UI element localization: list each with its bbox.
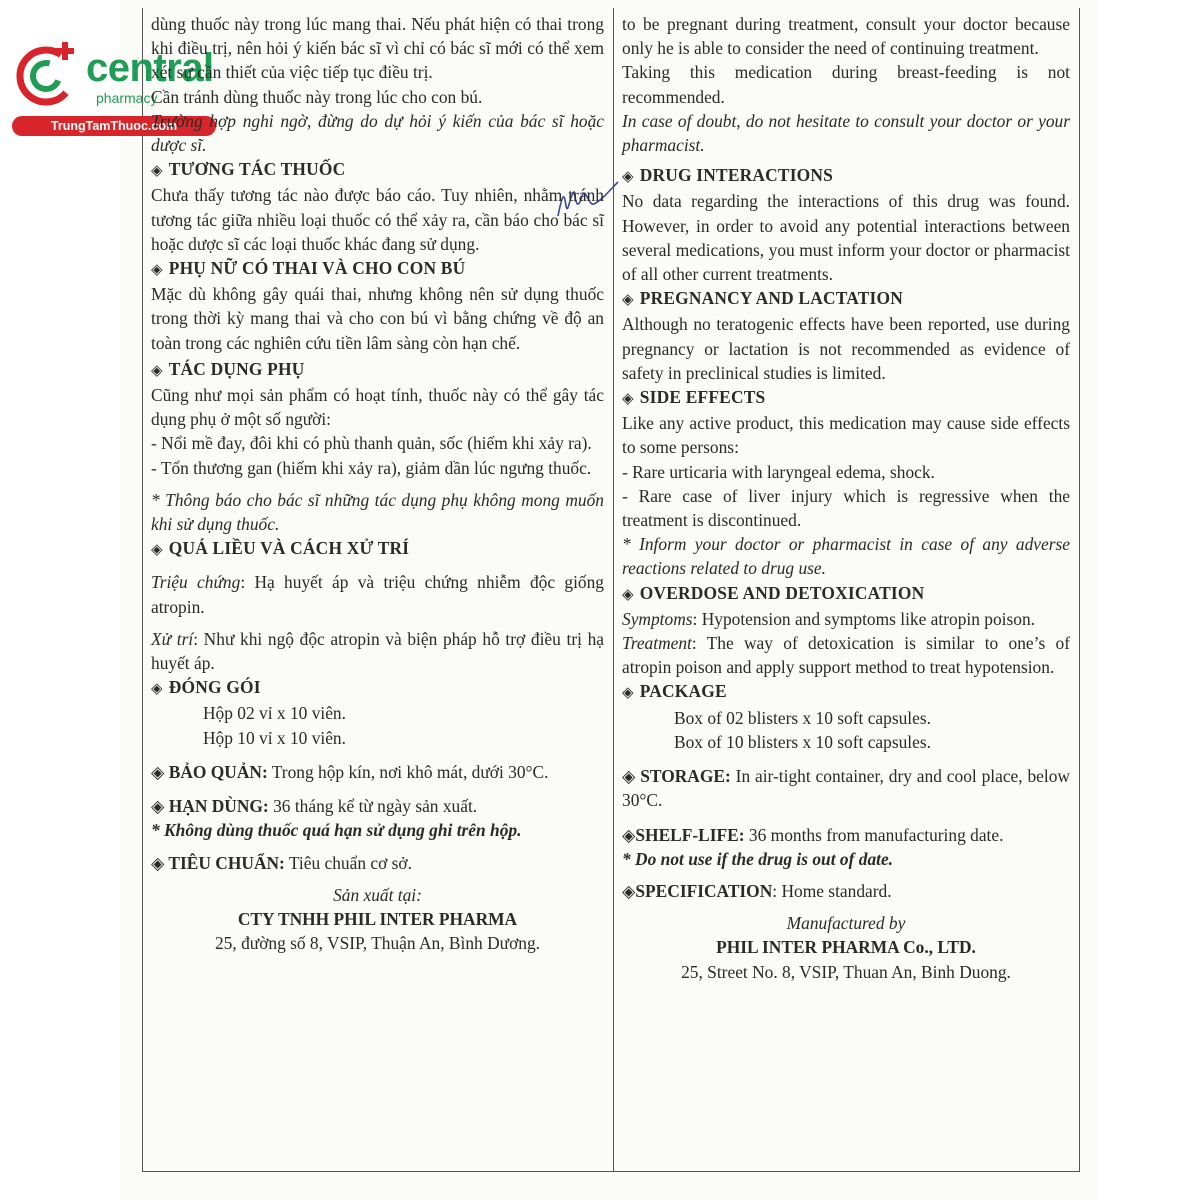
- manufacturer-label: Manufactured by: [786, 913, 906, 934]
- section-heading-pregnancy: ◈ PREGNANCY AND LACTATION: [622, 286, 1070, 312]
- diamond-bullet-icon: ◈: [151, 262, 163, 279]
- side-effects-note: * Inform your doctor or pharmacist in case of any adverse reactions related to drug use.: [622, 534, 1070, 579]
- diamond-bullet-icon: ◈: [622, 880, 636, 901]
- pregnancy-continued-text: to be pregnant during treatment, consult your doctor because only he is able to consider the need of continuing treatment.: [622, 14, 1070, 59]
- standard-info: ◈ TIÊU CHUẨN: Tiêu chuẩn cơ sở.: [151, 852, 412, 873]
- diamond-bullet-icon: ◈: [622, 586, 634, 603]
- diamond-bullet-icon: ◈: [151, 852, 169, 873]
- diamond-bullet-icon: ◈: [622, 391, 634, 408]
- section-heading-package: ◈ PACKAGE: [622, 679, 1070, 705]
- english-column: [622, 12, 1070, 984]
- side-effect-item: - Rare urticaria with laryngeal edema, shock.: [622, 461, 935, 482]
- side-effect-item: - Tổn thương gan (hiếm khi xảy ra), giảm dần lúc ngưng thuốc.: [151, 457, 592, 478]
- pregnancy-text: Mặc dù không gây quái thai, nhưng không nên sử dụng thuốc trong thời kỳ mang thai và cho con bú vì bằng chứng về độ an toàn trong các nghiên cứu tiền lâm sàng còn hạn chế.: [151, 284, 604, 353]
- vietnamese-column: [151, 12, 604, 955]
- manufacturer-address: 25, đường số 8, VSIP, Thuận An, Bình Dương.: [214, 933, 541, 954]
- logo-subtitle: pharmacy: [96, 90, 158, 106]
- package-item: Hộp 10 vỉ x 10 viên.: [203, 727, 346, 748]
- diamond-bullet-icon: ◈: [622, 169, 634, 186]
- diamond-bullet-icon: ◈: [622, 824, 636, 845]
- logo-website: TrungTamThuoc.com: [12, 116, 216, 136]
- diamond-bullet-icon: ◈: [151, 681, 163, 698]
- diamond-bullet-icon: ◈: [622, 766, 641, 787]
- manufacturer-name: CTY TNHH PHIL INTER PHARMA: [237, 908, 518, 929]
- manufacturer-address: 25, Street No. 8, VSIP, Thuan An, Binh Duong.: [681, 961, 1011, 982]
- diamond-bullet-icon: ◈: [151, 761, 169, 782]
- breastfeed-warning: Taking this medication during breast-feeding is not recommended.: [622, 62, 1070, 107]
- shelf-life-info: ◈SHELF-LIFE: 36 months from manufacturing date.: [622, 824, 1004, 845]
- overdose-symptoms: Triệu chứng: Hạ huyết áp và triệu chứng nhiễm độc giống atropin.: [151, 572, 604, 617]
- diamond-bullet-icon: ◈: [622, 685, 634, 702]
- interactions-text: Chưa thấy tương tác nào được báo cáo. Tuy nhiên, nhằm tránh tương tác giữa nhiều loại thuốc có thể xảy ra, cần báo cho bác sĩ hoặc dược sĩ các loại thuốc khác đang sử dụng.: [151, 185, 604, 254]
- section-heading-package: ◈ ĐÓNG GÓI: [151, 675, 604, 701]
- overdose-symptoms: Symptoms: Hypotension and symptoms like atropin poison.: [622, 608, 1036, 629]
- overdose-treatment: Xử trí: Như khi ngộ độc atropin và biện pháp hỗ trợ điều trị hạ huyết áp.: [151, 628, 605, 674]
- diamond-bullet-icon: ◈: [151, 542, 163, 559]
- diamond-bullet-icon: ◈: [151, 362, 163, 379]
- doubt-advice: Trường hợp nghi ngờ, đừng do dự hỏi ý kiến của bác sĩ hoặc dược sĩ.: [151, 110, 604, 156]
- section-heading-overdose: ◈ OVERDOSE AND DETOXICATION: [622, 581, 1070, 607]
- expiry-note: * Do not use if the drug is out of date.: [622, 848, 894, 869]
- breastfeed-warning: Cần tránh dùng thuốc này trong lúc cho con bú.: [151, 86, 483, 107]
- pharmacy-logo-mark-icon: [12, 38, 82, 108]
- logo-brand-name: central: [86, 46, 214, 90]
- storage-info: ◈ BẢO QUẢN: Trong hộp kín, nơi khô mát, dưới 30°C.: [151, 761, 549, 782]
- diamond-bullet-icon: ◈: [622, 292, 634, 309]
- doubt-advice: In case of doubt, do not hesitate to consult your doctor or your pharmacist.: [622, 110, 1070, 156]
- side-effects-text: Cũng như mọi sản phẩm có hoạt tính, thuốc này có thể gây tác dụng phụ ở một số người:: [151, 385, 604, 430]
- side-effect-item: - Rare case of liver injury which is regressive when the treatment is discontinued.: [622, 485, 1070, 531]
- expiry-note: * Không dùng thuốc quá hạn sử dụng ghi trên hộp.: [151, 820, 522, 841]
- interactions-text: No data regarding the interactions of this drug was found. However, in order to avoid any potential interactions between several medications, you must inform your doctor or pharmacist of all other current treatments.: [622, 191, 1070, 285]
- section-heading-side-effects: ◈ TÁC DỤNG PHỤ: [151, 357, 604, 383]
- side-effects-note: * Thông báo cho bác sĩ những tác dụng phụ không mong muốn khi sử dụng thuốc.: [151, 489, 604, 535]
- manufacturer-name: PHIL INTER PHARMA Co., LTD.: [716, 937, 976, 958]
- storage-info: ◈ STORAGE: In air-tight container, dry and cool place, below 30°C.: [622, 766, 1070, 811]
- section-heading-overdose: ◈ QUÁ LIỀU VÀ CÁCH XỬ TRÍ: [151, 536, 604, 562]
- shelf-life-info: ◈ HẠN DÙNG: 36 tháng kể từ ngày sản xuất.: [151, 796, 478, 817]
- side-effects-text: Like any active product, this medication may cause side effects to some persons:: [622, 413, 1070, 458]
- package-item: Hộp 02 vỉ x 10 viên.: [203, 703, 346, 724]
- diamond-bullet-icon: ◈: [151, 163, 163, 180]
- diamond-bullet-icon: ◈: [151, 796, 169, 817]
- pregnancy-continued-text: dùng thuốc này trong lúc mang thai. Nếu phát hiện có thai trong khi điều trị, nên hỏi ý kiến bác sĩ vì chỉ có bác sĩ mới có thể xem xét sự cần thiết của việc tiếp tục điều trị.: [151, 14, 604, 83]
- package-item: Box of 10 blisters x 10 soft capsules.: [674, 731, 931, 752]
- section-heading-pregnancy: ◈ PHỤ NỮ CÓ THAI VÀ CHO CON BÚ: [151, 256, 604, 282]
- manufacturer-label: Sản xuất tại:: [333, 884, 422, 905]
- package-item: Box of 02 blisters x 10 soft capsules.: [674, 707, 931, 728]
- standard-info: ◈SPECIFICATION: Home standard.: [622, 880, 892, 901]
- section-heading-interactions: ◈ TƯƠNG TÁC THUỐC: [151, 157, 604, 183]
- overdose-treatment: Treatment: The way of detoxication is similar to one’s of atropin poison and apply support method to treat hypotension.: [622, 633, 1070, 678]
- section-heading-side-effects: ◈ SIDE EFFECTS: [622, 385, 1070, 411]
- pregnancy-text: Although no teratogenic effects have been reported, use during pregnancy or lactation is not recommended as evidence of safety in preclinical studies is limited.: [622, 314, 1070, 383]
- side-effect-item: - Nổi mề đay, đôi khi có phù thanh quản, sốc (hiếm khi xảy ra).: [151, 433, 592, 454]
- section-heading-interactions: ◈ DRUG INTERACTIONS: [622, 163, 1070, 189]
